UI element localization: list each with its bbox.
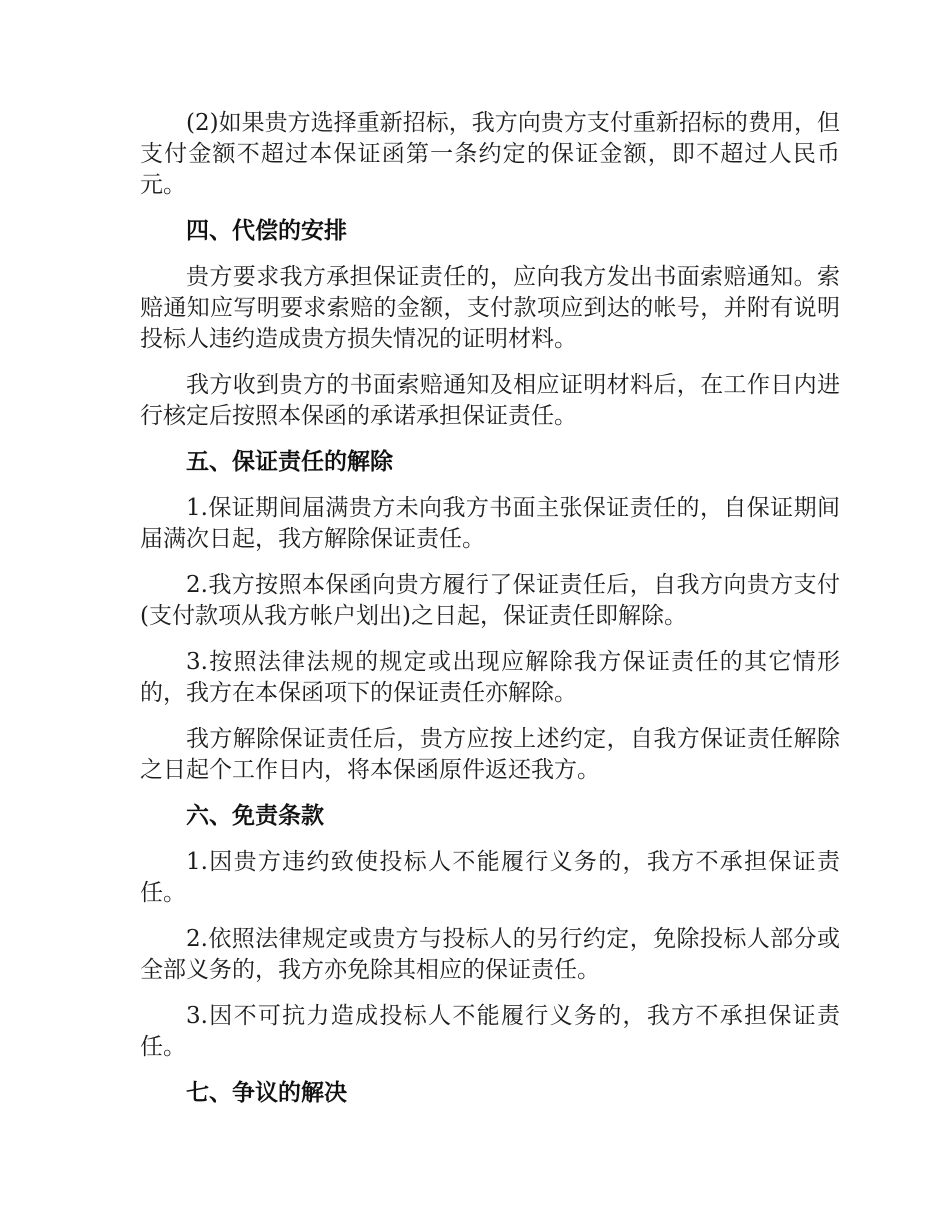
paragraph-release-2: 2.我方按照本保函向贵方履行了保证责任后，自我方向贵方支付(支付款项从我方帐户划出)之日起，保证责任即解除。 xyxy=(140,572,840,629)
paragraph-claim-verification: 我方收到贵方的书面索赔通知及相应证明材料后，在工作日内进行核定后按照本保函的承诺承担保证责任。 xyxy=(140,372,840,429)
paragraph-exemption-3: 3.因不可抗力造成投标人不能履行义务的，我方不承担保证责任。 xyxy=(140,1003,840,1060)
section-heading-exemption: 六、免责条款 xyxy=(186,803,324,829)
section-heading-release: 五、保证责任的解除 xyxy=(186,449,393,475)
paragraph-release-3: 3.按照法律法规的规定或出现应解除我方保证责任的其它情形的，我方在本保函项下的保证责任亦解除。 xyxy=(140,649,840,706)
paragraph-rebid-payment: (2)如果贵方选择重新招标，我方向贵方支付重新招标的费用，但支付金额不超过本保证函第一条约定的保证金额，即不超过人民币元。 xyxy=(140,110,840,198)
paragraph-release-1: 1.保证期间届满贵方未向我方书面主张保证责任的，自保证期间届满次日起，我方解除保证责任。 xyxy=(140,495,840,552)
paragraph-release-return: 我方解除保证责任后，贵方应按上述约定，自我方保证责任解除之日起个工作日内，将本保函原件返还我方。 xyxy=(140,726,840,783)
paragraph-exemption-1: 1.因贵方违约致使投标人不能履行义务的，我方不承担保证责任。 xyxy=(140,849,840,906)
document-page xyxy=(140,108,840,1124)
paragraph-claim-notice: 贵方要求我方承担保证责任的，应向我方发出书面索赔通知。索赔通知应写明要求索赔的金额，支付款项应到达的帐号，并附有说明投标人违约造成贵方损失情况的证明材料。 xyxy=(140,264,840,352)
section-heading-compensation: 四、代偿的安排 xyxy=(186,218,347,244)
section-heading-dispute: 七、争议的解决 xyxy=(186,1080,347,1106)
paragraph-exemption-2: 2.依照法律规定或贵方与投标人的另行约定，免除投标人部分或全部义务的，我方亦免除其相应的保证责任。 xyxy=(140,926,840,983)
